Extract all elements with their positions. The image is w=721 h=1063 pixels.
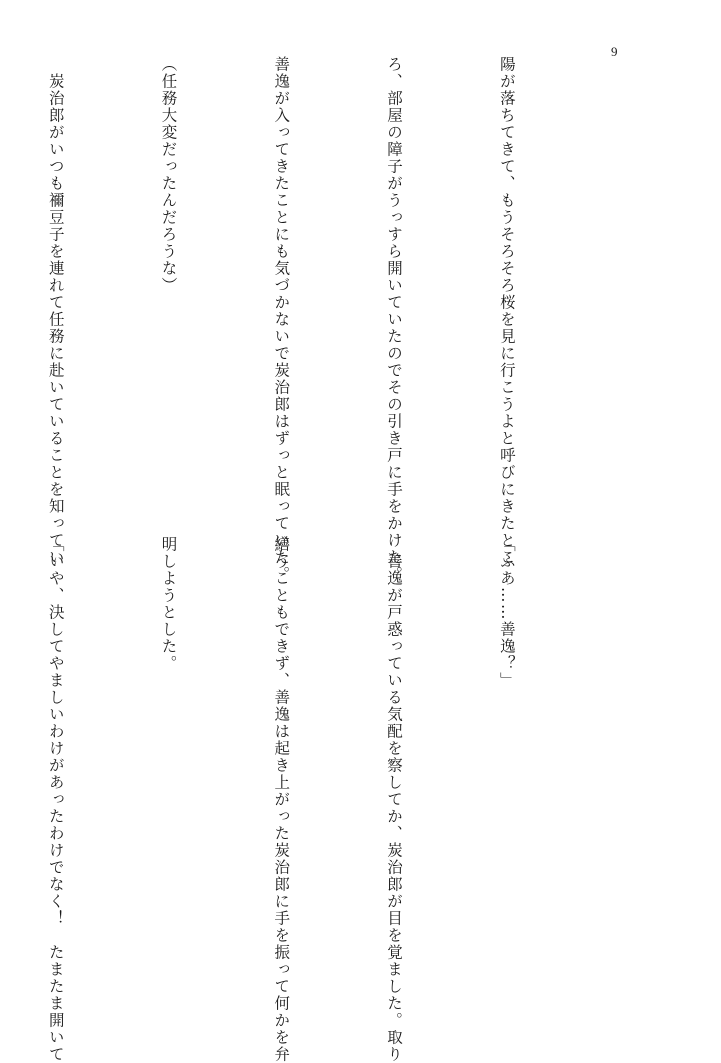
lower-text-block: [46, 536, 600, 1063]
text-line: 明しようとした。: [159, 536, 178, 672]
text-line: ろ、部屋の障子がうっすら開いていたのでその引き戸に手をかけた。: [385, 56, 404, 583]
text-line: 善逸が入ってきたことにも気づかないで炭治郎はずっと眠っていた。: [272, 56, 291, 583]
text-line: 炭治郎がいつも禰豆子を連れて任務に赴いていることを知ってい: [46, 56, 65, 566]
upper-text-block: [46, 56, 600, 583]
text-line: 繕うこともできず、善逸は起き上がった炭治郎に手を振って何かを弁: [272, 536, 291, 1063]
text-line: 陽が落ちてきて、もうそろそろ桜を見に行こうよと呼びにきたとこ: [497, 56, 516, 566]
text-line: 「ふあ……善逸？」: [497, 536, 516, 689]
text-line: 善逸が戸惑っている気配を察してか、炭治郎が目を覚ました。取り: [385, 536, 404, 1063]
text-line: （任務大変だったんだろうな）: [159, 56, 178, 294]
text-line: 「いや、決してやましいわけがあったわけでなく！ たまたま開いて: [46, 536, 65, 1063]
page-number: 9: [611, 44, 618, 59]
